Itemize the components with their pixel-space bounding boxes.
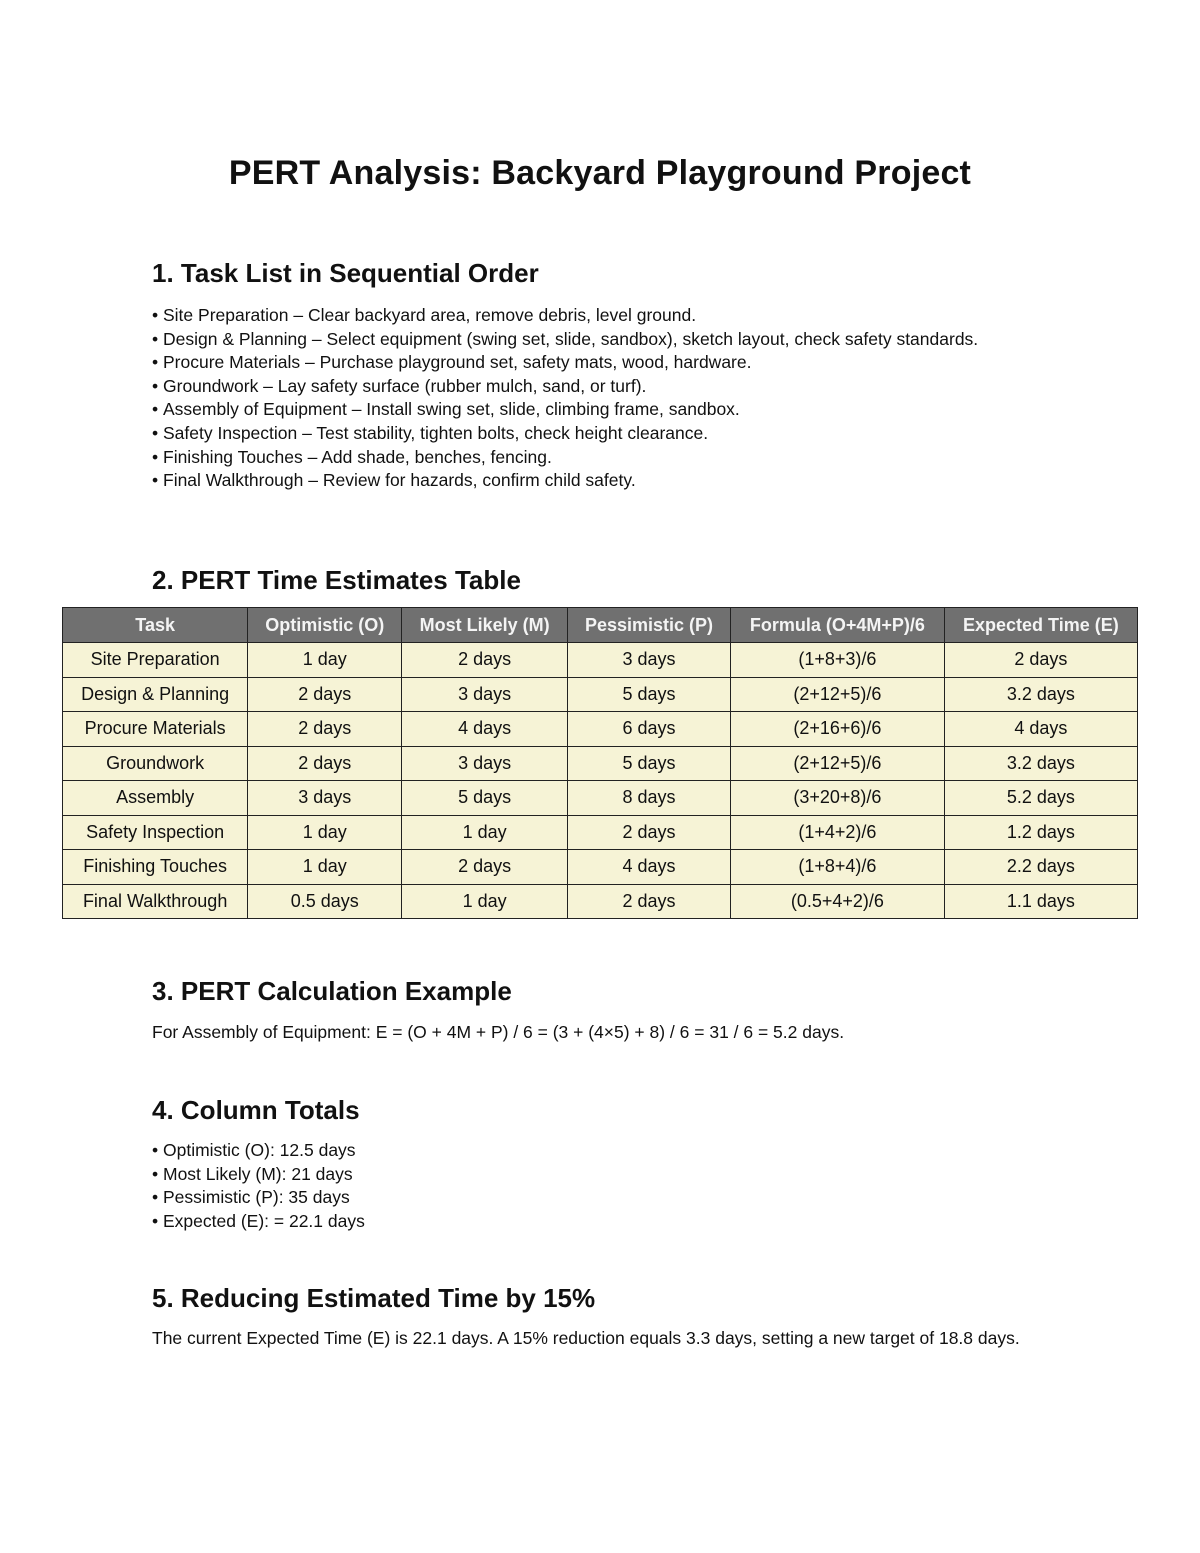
table-cell: (1+8+3)/6	[730, 643, 944, 678]
table-row	[63, 815, 1138, 850]
column-totals-list	[152, 1139, 1012, 1233]
table-cell: 8 days	[567, 781, 730, 816]
table-cell: 1.2 days	[944, 815, 1137, 850]
list-item: • Final Walkthrough – Review for hazards, confirm child safety.	[152, 469, 1012, 493]
table-cell: (1+4+2)/6	[730, 815, 944, 850]
table-cell: 4 days	[402, 712, 568, 747]
section-heading-column-totals: 4. Column Totals	[152, 1095, 360, 1125]
table-cell: 0.5 days	[248, 884, 402, 919]
list-item: • Finishing Touches – Add shade, benches, fencing.	[152, 446, 1012, 470]
table-cell: 3.2 days	[944, 746, 1137, 781]
table-header-row	[63, 608, 1138, 643]
list-item: • Safety Inspection – Test stability, tighten bolts, check height clearance.	[152, 422, 1012, 446]
table-cell: (1+8+4)/6	[730, 850, 944, 885]
list-item: • Design & Planning – Select equipment (swing set, slide, sandbox), sketch layout, check safety standards.	[152, 328, 1012, 352]
table-cell: 2 days	[402, 850, 568, 885]
table-cell: Design & Planning	[63, 677, 248, 712]
column-header-expected: Expected Time (E)	[944, 608, 1137, 643]
table-cell: Site Preparation	[63, 643, 248, 678]
table-cell: 1 day	[402, 884, 568, 919]
table-cell: 3 days	[402, 677, 568, 712]
table-cell: Groundwork	[63, 746, 248, 781]
table-cell: 2 days	[944, 643, 1137, 678]
list-item: • Groundwork – Lay safety surface (rubber mulch, sand, or turf).	[152, 375, 1012, 399]
table-cell: 2 days	[248, 677, 402, 712]
table-cell: 3 days	[248, 781, 402, 816]
table-cell: 1 day	[402, 815, 568, 850]
table-row	[63, 643, 1138, 678]
table-cell: 3.2 days	[944, 677, 1137, 712]
list-item: • Expected (E): = 22.1 days	[152, 1210, 1012, 1234]
column-header-formula: Formula (O+4M+P)/6	[730, 608, 944, 643]
document-title: PERT Analysis: Backyard Playground Project	[228, 154, 972, 192]
section-heading-calculation-example: 3. PERT Calculation Example	[152, 976, 512, 1006]
table-cell: 3 days	[567, 643, 730, 678]
table-row	[63, 746, 1138, 781]
table-cell: 1 day	[248, 815, 402, 850]
table-row	[63, 850, 1138, 885]
table-cell: 4 days	[944, 712, 1137, 747]
table-row	[63, 677, 1138, 712]
list-item: • Procure Materials – Purchase playground set, safety mats, wood, hardware.	[152, 351, 1012, 375]
table-cell: 1.1 days	[944, 884, 1137, 919]
list-item: • Most Likely (M): 21 days	[152, 1163, 1012, 1187]
table-cell: 5 days	[567, 677, 730, 712]
table-cell: 1 day	[248, 850, 402, 885]
table-cell: 2 days	[402, 643, 568, 678]
table-cell: 3 days	[402, 746, 568, 781]
table-cell: 2.2 days	[944, 850, 1137, 885]
table-cell: Finishing Touches	[63, 850, 248, 885]
task-list	[152, 304, 1012, 493]
table-cell: (3+20+8)/6	[730, 781, 944, 816]
table-cell: Assembly	[63, 781, 248, 816]
table-cell: Safety Inspection	[63, 815, 248, 850]
table-cell: 6 days	[567, 712, 730, 747]
pert-estimates-table	[62, 607, 1138, 919]
table-cell: 4 days	[567, 850, 730, 885]
column-header-optimistic: Optimistic (O)	[248, 608, 402, 643]
table-cell: 2 days	[567, 884, 730, 919]
section-heading-pert-table: 2. PERT Time Estimates Table	[152, 565, 521, 595]
column-header-pessimistic: Pessimistic (P)	[567, 608, 730, 643]
table-cell: 2 days	[248, 712, 402, 747]
table-cell: Procure Materials	[63, 712, 248, 747]
table-cell: (2+12+5)/6	[730, 677, 944, 712]
column-header-task: Task	[63, 608, 248, 643]
table-cell: (2+12+5)/6	[730, 746, 944, 781]
column-header-most-likely: Most Likely (M)	[402, 608, 568, 643]
calculation-example-text: For Assembly of Equipment: E = (O + 4M + P) / 6 = (3 + (4×5) + 8) / 6 = 31 / 6 = 5.2 days.	[152, 1022, 845, 1042]
table-row	[63, 712, 1138, 747]
table-cell: 2 days	[567, 815, 730, 850]
section-heading-task-list: 1. Task List in Sequential Order	[152, 258, 539, 288]
list-item: • Optimistic (O): 12.5 days	[152, 1139, 1012, 1163]
list-item: • Site Preparation – Clear backyard area, remove debris, level ground.	[152, 304, 1012, 328]
table-cell: (2+16+6)/6	[730, 712, 944, 747]
table-cell: 2 days	[248, 746, 402, 781]
table-cell: 5 days	[567, 746, 730, 781]
table-cell: Final Walkthrough	[63, 884, 248, 919]
list-item: • Pessimistic (P): 35 days	[152, 1186, 1012, 1210]
table-cell: (0.5+4+2)/6	[730, 884, 944, 919]
table-cell: 5 days	[402, 781, 568, 816]
section-heading-reduction: 5. Reducing Estimated Time by 15%	[152, 1283, 596, 1313]
reduction-text: The current Expected Time (E) is 22.1 days. A 15% reduction equals 3.3 days, setting a new target of 18.8 days.	[152, 1328, 1020, 1348]
table-row	[63, 884, 1138, 919]
table-row	[63, 781, 1138, 816]
list-item: • Assembly of Equipment – Install swing set, slide, climbing frame, sandbox.	[152, 398, 1012, 422]
table-cell: 1 day	[248, 643, 402, 678]
table-cell: 5.2 days	[944, 781, 1137, 816]
